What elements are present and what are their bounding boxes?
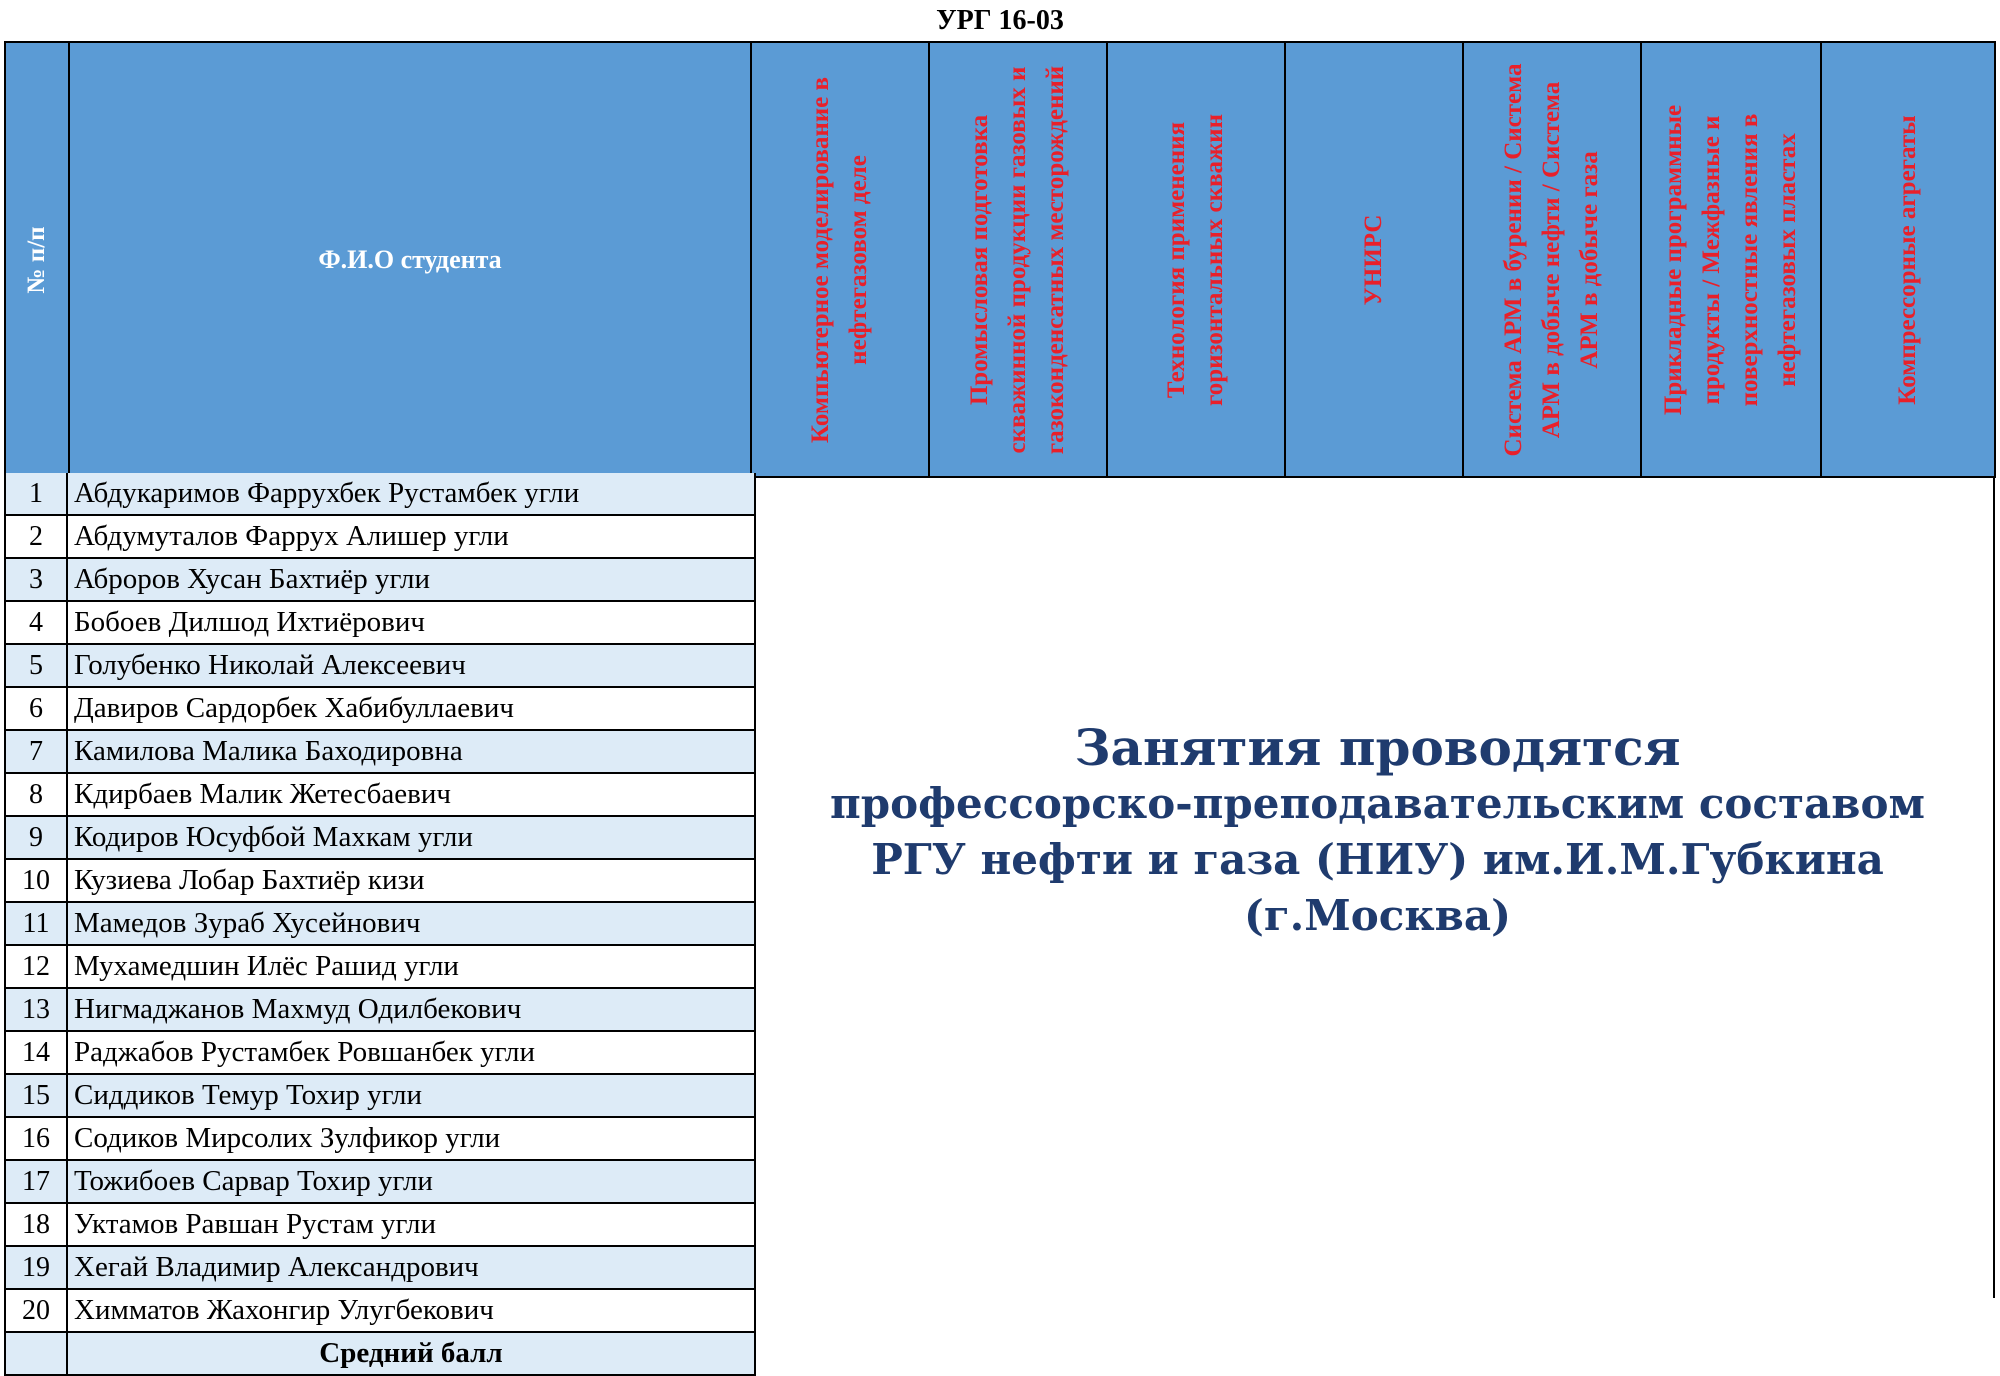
subject-label: УНИРС <box>1360 214 1387 305</box>
student-name: Тожибоев Сарвар Тохир угли <box>68 1161 754 1202</box>
student-name: Абдумуталов Фаррух Алишер угли <box>74 520 509 552</box>
header-subject-7 <box>1822 43 1994 476</box>
row-number: 3 <box>6 559 68 600</box>
subject-label: Прикладные программные продукты / Межфазные и поверхностные явления в нефтегазовых пластах <box>1660 104 1801 415</box>
row-number: 2 <box>6 516 68 557</box>
row-number: 1 <box>6 473 68 514</box>
header-subject-6 <box>1642 43 1822 476</box>
row-number: 13 <box>6 989 68 1030</box>
header-num <box>6 43 70 476</box>
header-subject-5 <box>1464 43 1642 476</box>
student-name: Камилова Малика Баходировна <box>68 731 754 772</box>
table-row <box>6 1204 754 1247</box>
header-subject-3 <box>1108 43 1286 476</box>
student-name: Бобоев Дилшод Ихтиёрович <box>74 606 425 638</box>
table-row <box>6 688 754 731</box>
student-name: Сиддиков Темур Тохир угли <box>68 1075 754 1116</box>
table-header <box>4 41 1996 478</box>
subject-label: Промысловая подготовка скважинной продукции газовых и газоконденсатных месторождений <box>966 65 1069 454</box>
table-row <box>6 817 754 860</box>
student-name: Уктамов Равшан Рустам угли <box>74 1208 436 1240</box>
header-divider <box>745 472 1996 478</box>
student-list <box>4 473 756 1376</box>
header-subject-1 <box>752 43 930 476</box>
header-subject-2 <box>930 43 1108 476</box>
student-name: Мамедов Зураб Хусейнович <box>68 903 754 944</box>
student-name: Кузиева Лобар Бахтиёр кизи <box>74 864 425 896</box>
table-row <box>6 602 754 645</box>
row-number: 6 <box>6 688 68 729</box>
table-row <box>6 559 754 602</box>
notice-line-2: профессорско-преподавательским составом <box>830 779 1925 828</box>
header-name-label: Ф.И.О студента <box>318 244 502 274</box>
student-name: Хегай Владимир Александрович <box>68 1247 754 1288</box>
footer-num-cell <box>6 1333 68 1374</box>
student-name: Содиков Мирсолих Зулфикор угли <box>74 1122 501 1154</box>
average-score-label: Средний балл <box>68 1333 754 1374</box>
table-row <box>6 860 754 903</box>
row-number: 5 <box>6 645 68 686</box>
student-name: Химматов Жахонгир Улугбекович <box>74 1294 494 1326</box>
row-number: 10 <box>6 860 68 901</box>
student-name: Нигмаджанов Махмуд Одилбекович <box>68 989 754 1030</box>
notice-line-1: Занятия проводятся <box>1074 718 1681 777</box>
row-number: 16 <box>6 1118 68 1159</box>
header-name <box>70 43 752 476</box>
table-row <box>6 1290 754 1333</box>
row-number: 17 <box>6 1161 68 1202</box>
row-number: 12 <box>6 946 68 987</box>
student-name: Аброров Хусан Бахтиёр угли <box>68 559 754 600</box>
header-num-label: № п/п <box>23 225 50 294</box>
table-row <box>6 774 754 817</box>
table-row <box>6 946 754 989</box>
row-number: 19 <box>6 1247 68 1288</box>
table-row <box>6 731 754 774</box>
table-row <box>6 516 754 559</box>
student-name: Кодиров Юсуфбой Махкам угли <box>68 817 754 858</box>
row-number: 7 <box>6 731 68 772</box>
table-row <box>6 903 754 946</box>
table-row <box>6 645 754 688</box>
row-number: 11 <box>6 903 68 944</box>
row-number: 4 <box>6 602 68 643</box>
subject-label: Система АРМ в бурении / Система АРМ в добыче нефти / Система АРМ в добыче газа <box>1500 63 1603 456</box>
table-row <box>6 1032 754 1075</box>
student-name: Мухамедшин Илёс Рашид угли <box>74 950 459 982</box>
footer-row <box>6 1333 754 1376</box>
table-row <box>6 1161 754 1204</box>
subject-label: Технология применения горизонтальных скважин <box>1163 113 1228 406</box>
row-number: 14 <box>6 1032 68 1073</box>
row-number: 15 <box>6 1075 68 1116</box>
page-title: УРГ 16-03 <box>936 5 1064 36</box>
subject-label: Компьютерное моделирование в нефтегазовом деле <box>807 76 872 443</box>
student-name: Кдирбаев Малик Жетесбаевич <box>74 778 451 810</box>
subject-label: Компрессорные агрегаты <box>1894 114 1921 405</box>
row-number: 18 <box>6 1204 68 1245</box>
header-subject-4 <box>1286 43 1464 476</box>
table-row <box>6 473 754 516</box>
notice-text <box>760 720 1995 944</box>
table-row <box>6 1118 754 1161</box>
table-row <box>6 989 754 1032</box>
student-name: Голубенко Николай Алексеевич <box>68 645 754 686</box>
table-row <box>6 1075 754 1118</box>
student-name: Раджабов Рустамбек Ровшанбек угли <box>74 1036 536 1068</box>
notice-line-4: (г.Москва) <box>1244 891 1511 940</box>
row-number: 9 <box>6 817 68 858</box>
notice-line-3: РГУ нефти и газа (НИУ) им.И.М.Губкина <box>871 835 1884 884</box>
student-name: Давиров Сардорбек Хабибуллаевич <box>74 692 514 724</box>
row-number: 8 <box>6 774 68 815</box>
table-row <box>6 1247 754 1290</box>
row-number: 20 <box>6 1290 68 1331</box>
student-name: Абдукаримов Фаррухбек Рустамбек угли <box>68 473 754 514</box>
